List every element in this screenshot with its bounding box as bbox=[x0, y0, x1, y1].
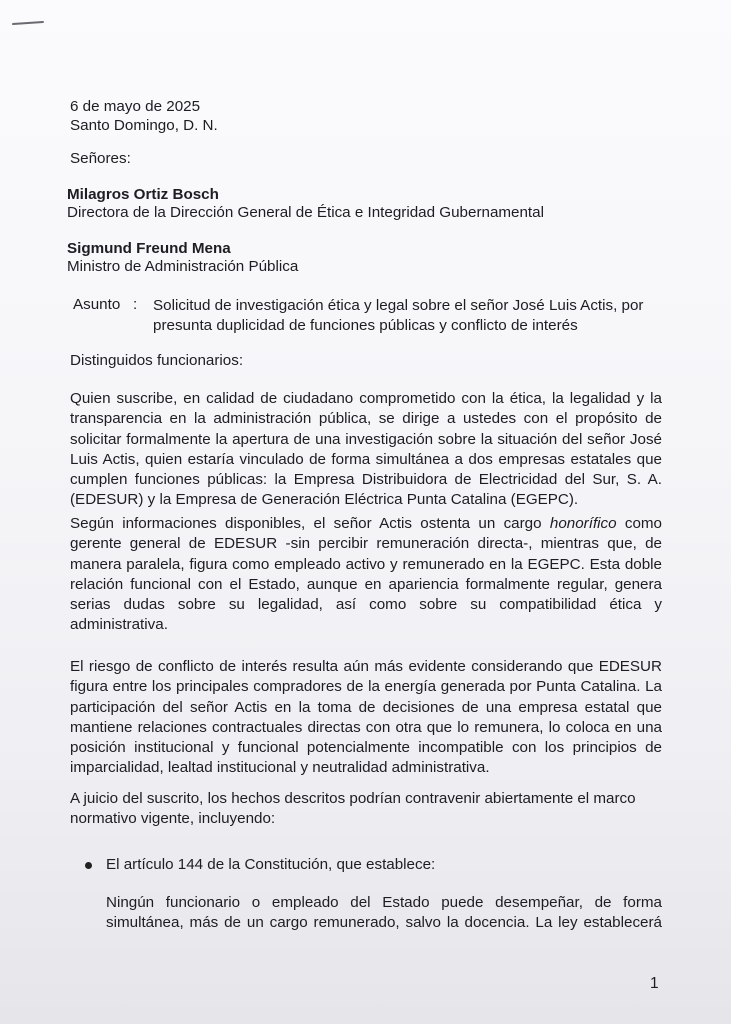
bullet-icon bbox=[85, 862, 92, 869]
paragraph-line: manera paralela, figura como empleado activo y remunerado en la EGEPC. Esta doble bbox=[70, 555, 662, 573]
paragraph-line: solicitar formalmente la apertura de una investigación sobre la situación del señor José bbox=[70, 430, 662, 448]
subject-line: Solicitud de investigación ética y legal sobre el señor José Luis Actis, por bbox=[153, 297, 644, 314]
paragraph-line: imparcialidad, lealtad institucional y neutralidad administrativa. bbox=[70, 759, 490, 777]
paragraph-legal-framework bbox=[70, 789, 662, 830]
paragraph-line: mantiene relaciones contractuales directas con otra que lo remunera, lo coloca en una bbox=[70, 718, 662, 736]
letter-place: Santo Domingo, D. N. bbox=[70, 117, 218, 134]
subject-text bbox=[153, 296, 663, 336]
paragraph-line: Quien suscribe, en calidad de ciudadano comprometido con la ética, la legalidad y la bbox=[70, 390, 662, 407]
quote-line: simultánea, más de un cargo remunerado, salvo la docencia. La ley establecerá bbox=[106, 914, 662, 932]
paragraph-line: normativo vigente, incluyendo: bbox=[70, 810, 276, 828]
recipient-title: Directora de la Dirección General de Ética e Integridad Gubernamental bbox=[67, 204, 544, 221]
paragraph-text: como bbox=[616, 515, 663, 532]
paragraph-line: (EDESUR) y la Empresa de Generación Eléctrica Punta Catalina (EGEPC). bbox=[70, 491, 579, 509]
paragraph-conflict bbox=[70, 657, 662, 779]
paragraph-situation bbox=[70, 514, 662, 636]
letter-date: 6 de mayo de 2025 bbox=[70, 98, 201, 115]
paragraph-intro bbox=[70, 389, 662, 511]
page-number: 1 bbox=[650, 975, 659, 992]
pen-mark bbox=[12, 21, 44, 25]
recipient-title: Ministro de Administración Pública bbox=[67, 258, 299, 275]
recipient-name: Milagros Ortiz Bosch bbox=[67, 186, 219, 203]
paragraph-line: transparencia en la administración pública, se dirige a ustedes con el propósito de bbox=[70, 410, 662, 428]
subject-label: Asunto bbox=[73, 296, 121, 313]
greeting: Distinguidos funcionarios: bbox=[70, 352, 244, 369]
paragraph-line: El riesgo de conflicto de interés resulta aún más evidente considerando que EDESUR bbox=[70, 658, 662, 675]
paragraph-line: serias dudas sobre su legalidad, así como sobre su compatibilidad ética y bbox=[70, 596, 662, 614]
paragraph-line: participación del señor Actis en la toma de decisiones de una empresa estatal que bbox=[70, 698, 662, 716]
paragraph-line: gerente general de EDESUR -sin percibir remuneración directa-, mientras que, de bbox=[70, 535, 662, 553]
paragraph-line: administrativa. bbox=[70, 616, 168, 634]
bullet-item: El artículo 144 de la Constitución, que establece: bbox=[106, 856, 436, 873]
salutation-header: Señores: bbox=[70, 150, 131, 167]
constitution-quote bbox=[106, 893, 662, 934]
paragraph-line: figura entre los principales compradores de la energía generada por Punta Catalina. La bbox=[70, 678, 662, 696]
recipient-name: Sigmund Freund Mena bbox=[67, 240, 231, 257]
paragraph-text: Según informaciones disponibles, el señor Actis ostenta un cargo bbox=[70, 515, 550, 532]
paragraph-line: Luis Actis, quien estaría vinculado de forma simultánea a dos empresas estatales que bbox=[70, 450, 662, 468]
quote-line: Ningún funcionario o empleado del Estado puede desempeñar, de forma bbox=[106, 894, 662, 911]
paragraph-line: posición institucional y funcional potencialmente incompatible con los principios de bbox=[70, 739, 662, 757]
subject-line: presunta duplicidad de funciones públicas y conflicto de interés bbox=[153, 317, 578, 334]
paragraph-line: A juicio del suscrito, los hechos descritos podrían contravenir abiertamente el marco bbox=[70, 790, 636, 807]
paragraph-line: relación funcional con el Estado, aunque en apariencia formalmente regular, genera bbox=[70, 575, 662, 593]
paragraph-line bbox=[70, 514, 662, 534]
subject-colon: : bbox=[133, 296, 138, 313]
emphasis-honorifico: honorífico bbox=[549, 515, 617, 532]
paragraph-line: cumplen funciones públicas: la Empresa Distribuidora de Electricidad del Sur, S. A. bbox=[70, 471, 662, 489]
